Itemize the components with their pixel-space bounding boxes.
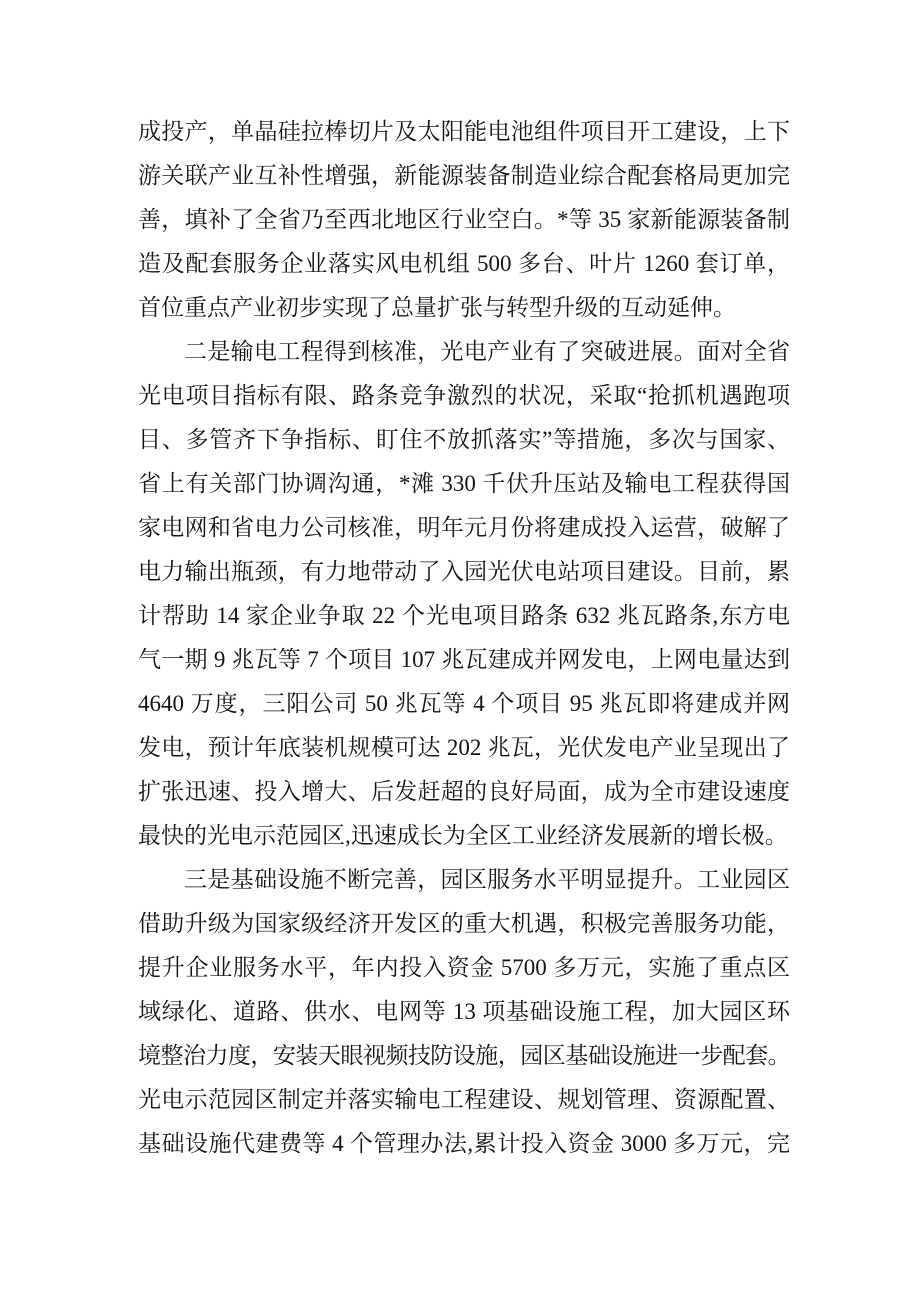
text-line: 二是输电工程得到核准，光电产业有了突破进展。面对全省	[184, 339, 790, 364]
text-line: 基础设施代建费等 4 个管理办法,累计投入资金 3000 多万元，完	[138, 1131, 790, 1156]
text-line: 域绿化、道路、供水、电网等 13 项基础设施工程，加大园区环	[138, 999, 790, 1024]
text-line: 电力输出瓶颈，有力地带动了入园光伏电站项目建设。目前，累	[138, 559, 790, 584]
text-line: 造及配套服务企业落实风电机组 500 多台、叶片 1260 套订单，	[138, 251, 790, 276]
text-line: 借助升级为国家级经济开发区的重大机遇，积极完善服务功能，	[138, 911, 790, 936]
text-line: 气一期 9 兆瓦等 7 个项目 107 兆瓦建成并网发电，上网电量达到	[138, 647, 790, 672]
text-line: 扩张迅速、投入增大、后发赶超的良好局面，成为全市建设速度	[138, 779, 790, 804]
paragraph-infrastructure	[138, 858, 790, 1166]
text-line: 光电示范园区制定并落实输电工程建设、规划管理、资源配置、	[138, 1087, 790, 1112]
text-line: 家电网和省电力公司核准，明年元月份将建成投入运营，破解了	[138, 515, 790, 540]
text-line: 游关联产业互补性增强，新能源装备制造业综合配套格局更加完	[138, 163, 790, 188]
paragraph-new-energy-manufacturing	[138, 110, 790, 330]
text-line: 光电项目指标有限、路条竞争激烈的状况，采取“抢抓机遇跑项	[138, 383, 790, 408]
document-body	[138, 110, 790, 1166]
text-line: 最快的光电示范园区,迅速成长为全区工业经济发展新的增长极。	[138, 823, 788, 848]
text-line: 省上有关部门协调沟通，*滩 330 千伏升压站及输电工程获得国	[138, 471, 790, 496]
text-line: 计帮助 14 家企业争取 22 个光电项目路条 632 兆瓦路条,东方电	[138, 603, 790, 628]
text-line: 三是基础设施不断完善，园区服务水平明显提升。工业园区	[184, 867, 790, 892]
text-line: 境整治力度，安装天眼视频技防设施，园区基础设施进一步配套。	[138, 1043, 790, 1068]
text-line: 提升企业服务水平，年内投入资金 5700 多万元，实施了重点区	[138, 955, 790, 980]
text-line: 成投产，单晶硅拉棒切片及太阳能电池组件项目开工建设，上下	[138, 119, 790, 144]
text-line: 善，填补了全省乃至西北地区行业空白。*等 35 家新能源装备制	[138, 207, 790, 232]
text-line: 目、多管齐下争指标、盯住不放抓落实”等措施，多次与国家、	[138, 427, 790, 452]
text-line: 首位重点产业初步实现了总量扩张与转型升级的互动延伸。	[138, 295, 736, 320]
text-line: 发电，预计年底装机规模可达 202 兆瓦，光伏发电产业呈现出了	[138, 735, 790, 760]
text-line: 4640 万度，三阳公司 50 兆瓦等 4 个项目 95 兆瓦即将建成并网	[138, 691, 790, 716]
paragraph-power-transmission	[138, 330, 790, 858]
